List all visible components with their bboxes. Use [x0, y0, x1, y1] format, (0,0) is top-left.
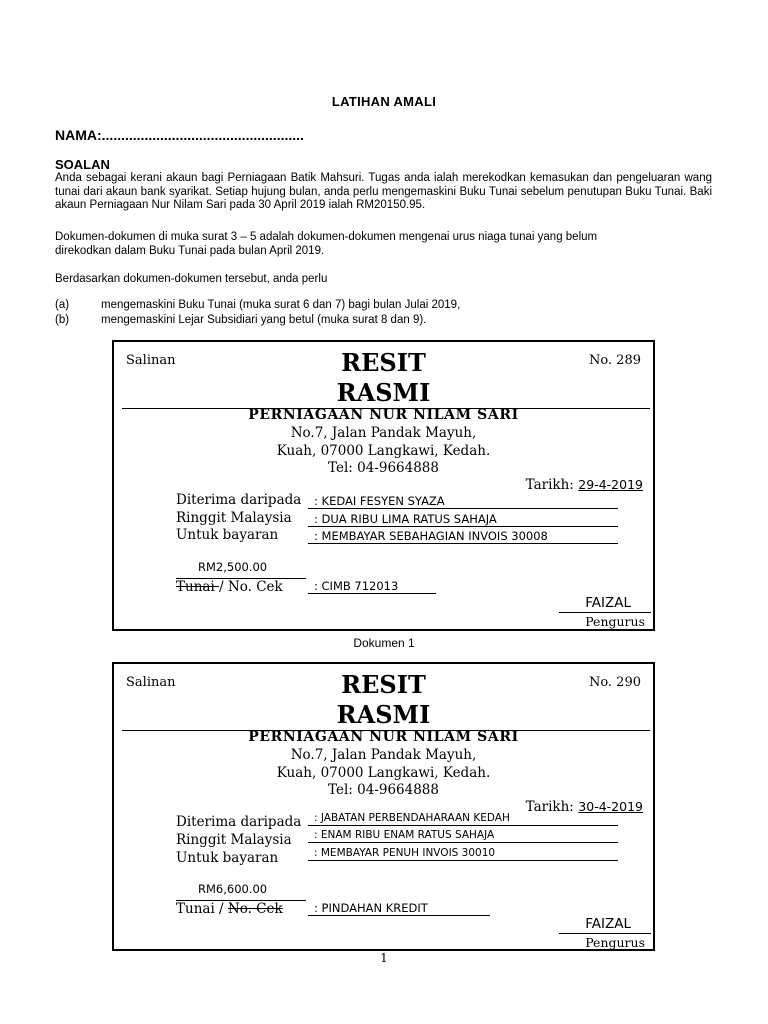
receipt-title: RESIT RASMI [336, 670, 431, 729]
question-heading: SOALAN [55, 157, 110, 172]
received-from-value: : JABATAN PERBENDAHARAAN KEDAH [308, 811, 618, 826]
amount-figure: RM2,500.00 [198, 560, 268, 574]
receipt-copy-label: Salinan [126, 353, 176, 368]
receipt-290 [112, 662, 655, 951]
amount-words-label: Ringgit Malaysia [176, 510, 292, 526]
manager-label: Pengurus [585, 935, 645, 950]
payment-for-value: : MEMBAYAR SEBAHAGIAN INVOIS 30008 [308, 529, 618, 544]
company-name: PERNIAGAAN NUR NILAM SARI [248, 729, 519, 745]
name-field: NAMA:.................................................... [55, 127, 304, 143]
signature: FAIZAL [585, 916, 631, 932]
address-line-1: No.7, Jalan Pandak Mayuh, [290, 425, 477, 441]
telephone: Tel: 04-9664888 [328, 460, 439, 476]
signature-line [559, 933, 651, 934]
receipt-number: No. 290 [588, 675, 641, 690]
question-paragraph-3: Berdasarkan dokumen-dokumen tersebut, anda perlu [55, 273, 328, 285]
payment-for-label: Untuk bayaran [176, 850, 279, 866]
payment-for-label: Untuk bayaran [176, 527, 279, 543]
paragraph-2-line-1: Dokumen-dokumen di muka surat 3 – 5 adalah dokumen-dokumen mengenai urus niaga tunai yang belum [55, 231, 598, 243]
task-list [55, 298, 460, 328]
received-from-value: : KEDAI FESYEN SYAZA [308, 494, 618, 509]
task-item-a: (a) mengemaskini Buku Tunai (muka surat 6 dan 7) bagi bulan Julai 2019, [55, 299, 461, 311]
receipt-copy-label: Salinan [126, 675, 176, 690]
signature-line [559, 612, 651, 613]
question-paragraph-2 [55, 231, 712, 258]
page-title: LATIHAN AMALI [331, 94, 437, 109]
payment-method: Tunai / No. Cek [176, 579, 283, 595]
page-number: 1 [380, 951, 388, 965]
amount-words-value: : ENAM RIBU ENAM RATUS SAHAJA [308, 828, 618, 843]
receipt-289 [112, 340, 655, 631]
document-caption: Dokumen 1 [353, 636, 415, 650]
task-item-b: (b) mengemaskini Lejar Subsidiari yang betul (muka surat 8 dan 9). [55, 314, 427, 326]
payment-for-value: : MEMBAYAR PENUH INVOIS 30010 [308, 846, 618, 861]
received-from-label: Diterima daripada [176, 814, 302, 830]
paragraph-2-line-2: direkodkan dalam Buku Tunai pada bulan April 2019. [55, 244, 325, 257]
amount-words-label: Ringgit Malaysia [176, 832, 292, 848]
received-from-label: Diterima daripada [176, 492, 302, 508]
cheque-value: : CIMB 712013 [308, 579, 436, 594]
payment-method: Tunai / No. Cek [176, 901, 283, 917]
receipt-number: No. 289 [588, 353, 641, 368]
address-line-2: Kuah, 07000 Langkawi, Kedah. [276, 443, 491, 459]
amount-words-value: : DUA RIBU LIMA RATUS SAHAJA [308, 512, 618, 527]
address-line-2: Kuah, 07000 Langkawi, Kedah. [276, 765, 491, 781]
address-line-1: No.7, Jalan Pandak Mayuh, [290, 747, 477, 763]
question-paragraph-1: Anda sebagai kerani akaun bagi Perniagaan Batik Mahsuri. Tugas anda ialah merekodkan kemasukan dan pengeluaran wang tunai dari akaun bank syarikat. Setiap hujung bulan, anda perlu mengemaskini Buku Tunai sebelum penutupan Buku Tunai. Baki akaun Perniagaan Nur Nilam Sari pada 30 April 2019 ialah RM20150.95. [55, 172, 712, 211]
receipt-date: Tarikh: 30-4-2019 [525, 799, 643, 815]
receipt-date: Tarikh: 29-4-2019 [525, 477, 643, 493]
signature: FAIZAL [585, 595, 631, 611]
company-name: PERNIAGAAN NUR NILAM SARI [248, 407, 519, 423]
manager-label: Pengurus [585, 614, 645, 629]
receipt-title: RESIT RASMI [336, 348, 431, 407]
telephone: Tel: 04-9664888 [328, 782, 439, 798]
cheque-value: : PINDAHAN KREDIT [308, 901, 490, 916]
amount-figure: RM6,600.00 [198, 882, 268, 896]
